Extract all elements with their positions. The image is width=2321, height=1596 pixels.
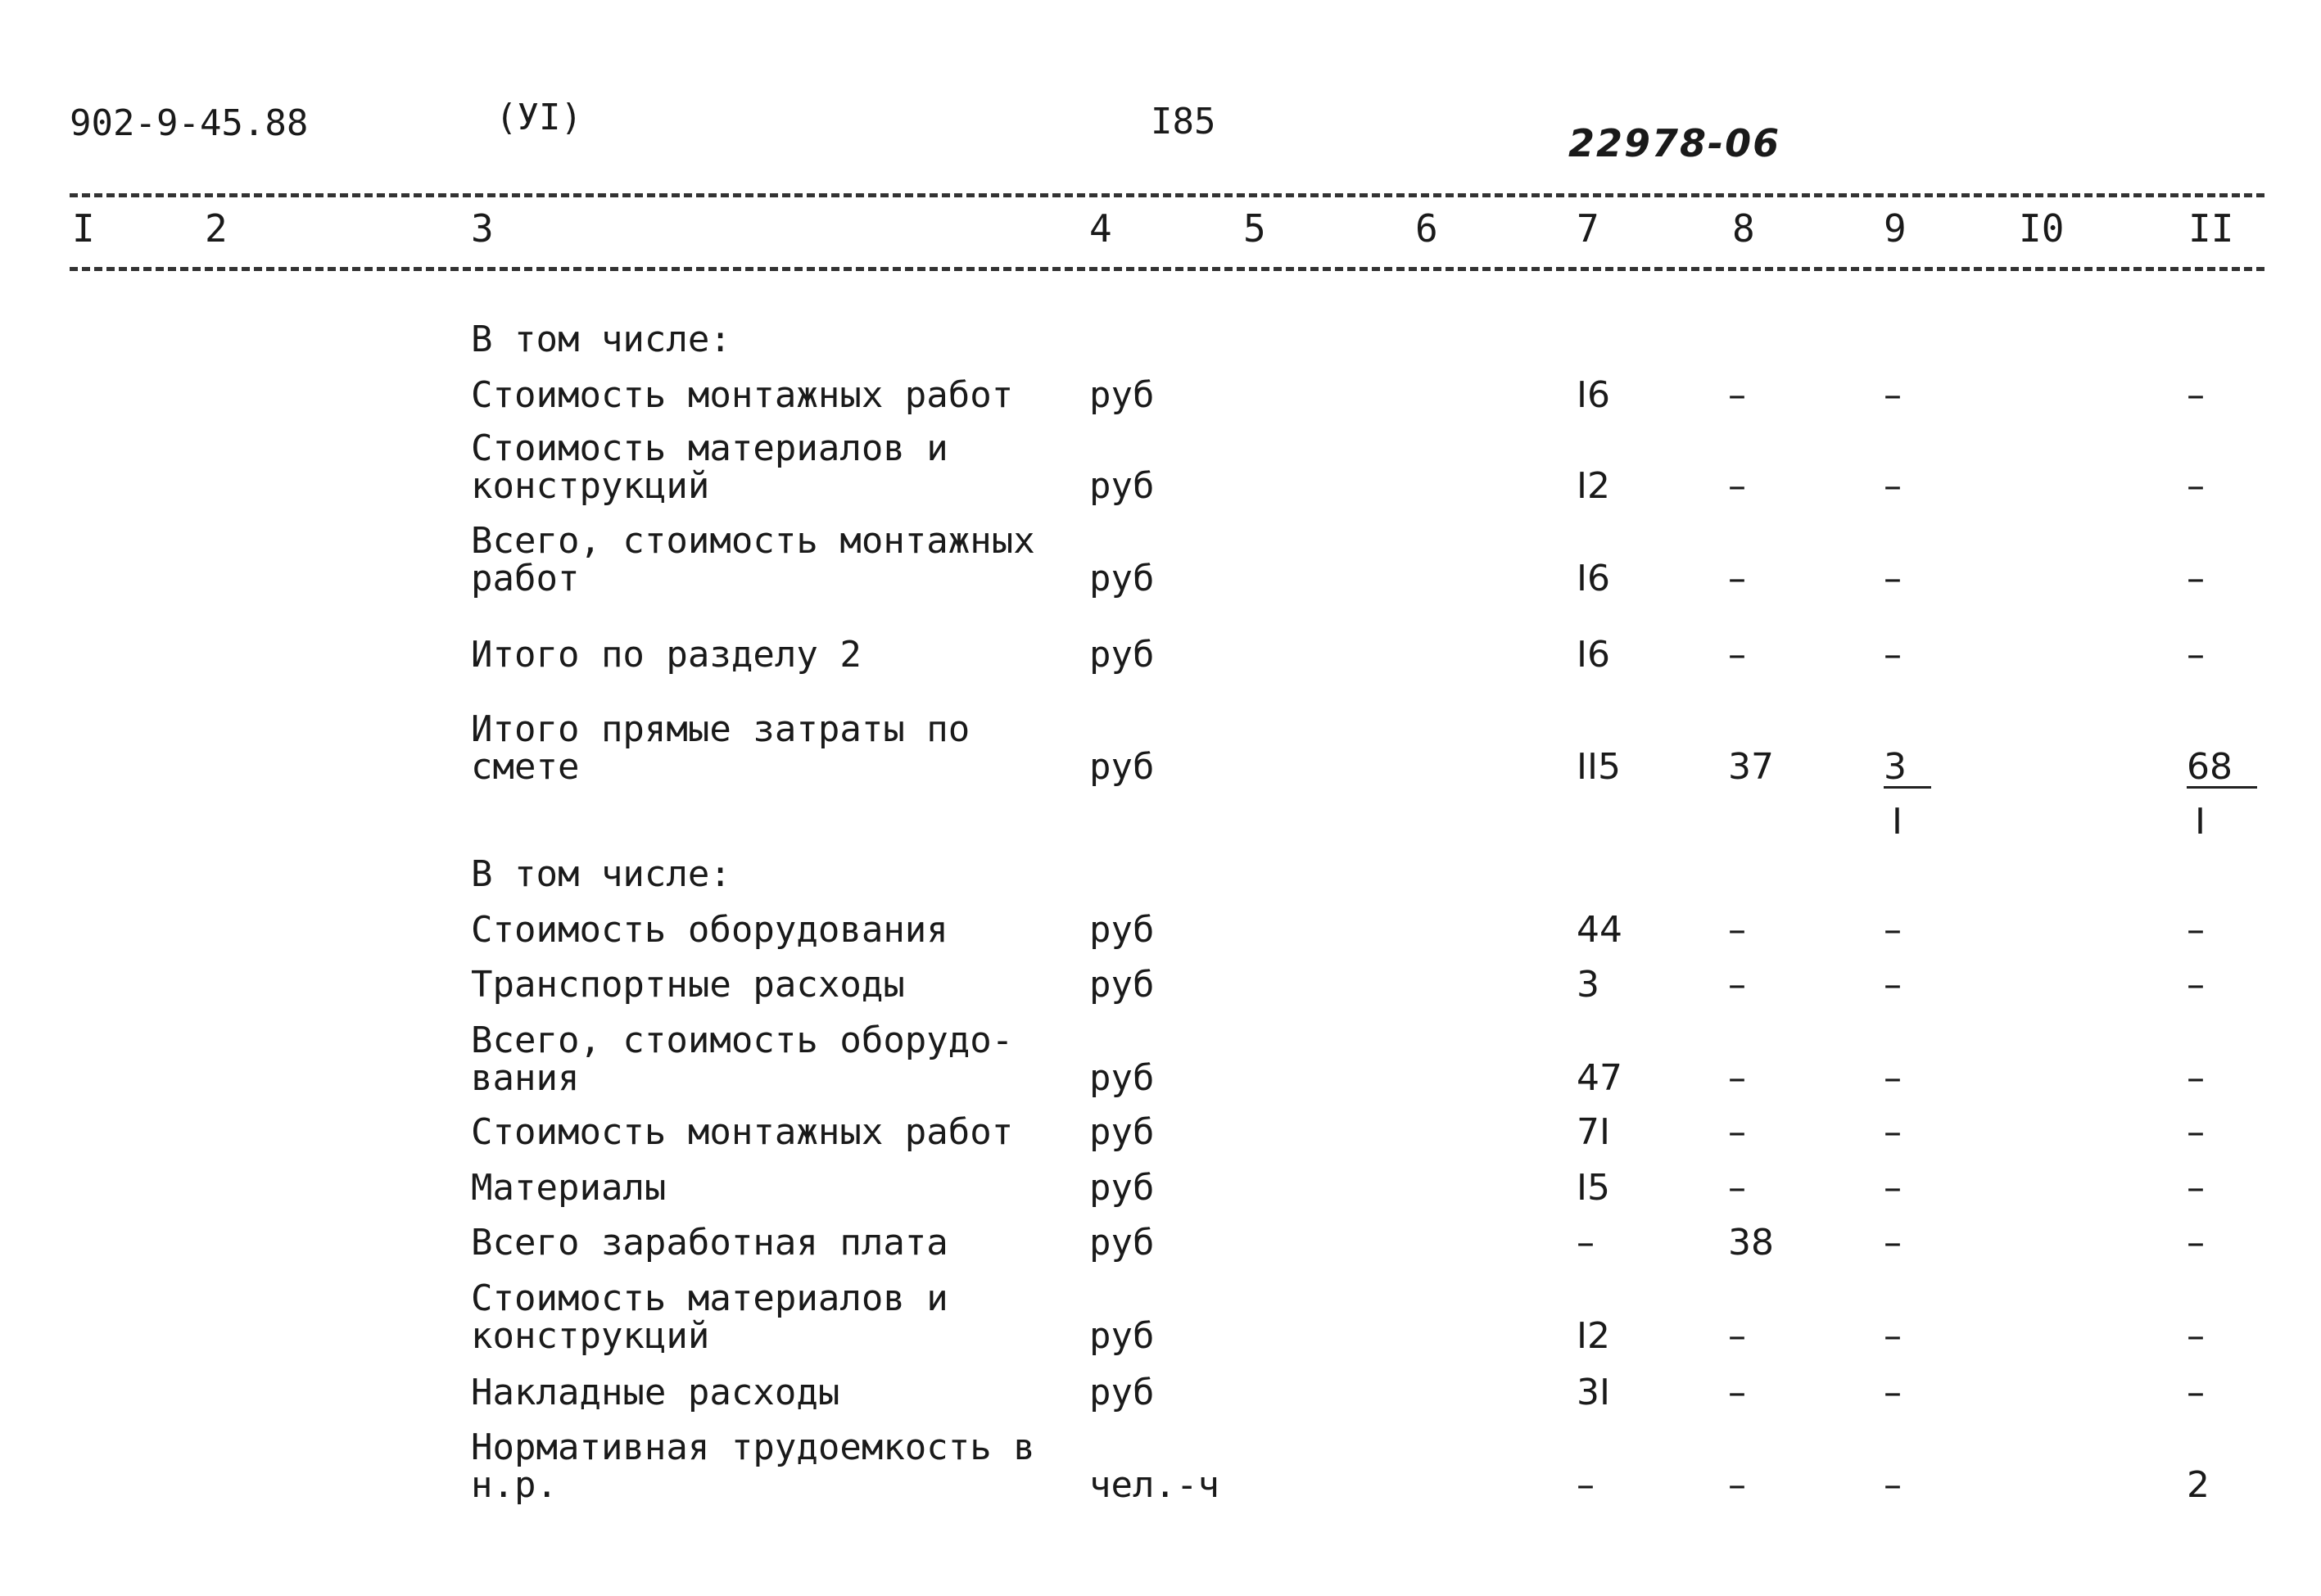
value-col-8: –: [1728, 1464, 1746, 1506]
unit-cell: чел.-ч: [1089, 1464, 1219, 1506]
value-col-7: 3: [1577, 964, 1599, 1006]
column-number: I0: [2019, 206, 2065, 251]
unit-cell: руб: [1089, 1057, 1155, 1099]
row-label: Стоимость оборудования: [471, 909, 948, 951]
value-col-9: 3: [1884, 748, 1931, 789]
value-col-11: –: [2187, 909, 2205, 951]
column-number: 2: [205, 206, 228, 251]
value-col-8: –: [1728, 634, 1746, 676]
value-col-11: –: [2187, 1057, 2205, 1099]
row-label: Итого прямые затраты по смете: [471, 708, 970, 788]
row-label: Накладные расходы: [471, 1372, 840, 1413]
value-col-8: –: [1728, 374, 1746, 416]
unit-cell: руб: [1089, 746, 1155, 788]
value-col-8: –: [1728, 1315, 1746, 1357]
value-col-11: –: [2187, 465, 2205, 507]
value-col-8: 37: [1728, 746, 1774, 788]
unit-cell: руб: [1089, 1167, 1155, 1209]
unit-cell: руб: [1089, 1111, 1155, 1153]
value-col-7: I6: [1577, 634, 1610, 676]
value-col-9: –: [1884, 374, 1902, 416]
value-col-7: I2: [1577, 465, 1610, 507]
row-label: Материалы: [471, 1167, 667, 1209]
row-label: Стоимость монтажных работ: [471, 1111, 1014, 1153]
unit-cell: руб: [1089, 1222, 1155, 1264]
unit-cell: руб: [1089, 465, 1155, 507]
value-col-9: –: [1884, 1167, 1902, 1209]
unit-cell: руб: [1089, 558, 1155, 599]
row-label: В том числе:: [471, 853, 731, 895]
value-col-11: –: [2187, 1167, 2205, 1209]
value-col-7: –: [1577, 1464, 1595, 1506]
row-label: Нормативная трудоемкость в н.р.: [471, 1426, 1035, 1506]
row-label: Стоимость материалов и конструкций: [471, 427, 948, 507]
value-col-8: –: [1728, 558, 1746, 599]
column-number: I: [72, 206, 95, 251]
unit-cell: руб: [1089, 374, 1155, 416]
unit-cell: руб: [1089, 964, 1155, 1006]
section-label: (УI): [495, 97, 582, 138]
value-col-11: –: [2187, 558, 2205, 599]
value-col-9: –: [1884, 465, 1902, 507]
unit-cell: руб: [1089, 634, 1155, 676]
registration-number: 22978-06: [1568, 121, 1781, 165]
value-col-7: I5: [1577, 1167, 1610, 1209]
header-divider-bottom: [70, 267, 2264, 271]
value-col-7: 3I: [1577, 1372, 1610, 1413]
column-number: 3: [471, 206, 494, 251]
value-col-9: –: [1884, 634, 1902, 676]
row-label: Всего, стоимость монтажных работ: [471, 520, 1035, 599]
value-col-9: –: [1884, 909, 1902, 951]
value-col-7: 7I: [1577, 1111, 1610, 1153]
value-col-11: –: [2187, 634, 2205, 676]
value-col-11: –: [2187, 1315, 2205, 1357]
value-col-9: –: [1884, 1111, 1902, 1153]
unit-cell: руб: [1089, 1372, 1155, 1413]
value-col-8: –: [1728, 909, 1746, 951]
page-number: I85: [1151, 101, 1216, 142]
value-col-9: –: [1884, 1372, 1902, 1413]
row-label: В том числе:: [471, 319, 731, 360]
header-divider-top: [70, 193, 2264, 197]
column-number: 9: [1884, 206, 1907, 251]
value-col-8: –: [1728, 1167, 1746, 1209]
value-col-11: –: [2187, 374, 2205, 416]
value-col-7: I6: [1577, 558, 1610, 599]
row-label: Всего заработная плата: [471, 1222, 948, 1264]
column-number: 7: [1577, 206, 1599, 251]
value-col-11: 2: [2187, 1464, 2210, 1506]
row-label: Стоимость материалов и конструкций: [471, 1277, 948, 1357]
row-label: Итого по разделу 2: [471, 634, 862, 676]
value-col-7: II5: [1577, 746, 1621, 788]
value-col-8: –: [1728, 1372, 1746, 1413]
value-col-9: –: [1884, 558, 1902, 599]
value-col-11: –: [2187, 1372, 2205, 1413]
value-col-9: –: [1884, 1315, 1902, 1357]
value-col-8: –: [1728, 1111, 1746, 1153]
value-col-11: –: [2187, 964, 2205, 1006]
value-col-11: –: [2187, 1222, 2205, 1264]
value-col-7: I6: [1577, 374, 1610, 416]
value-col-8: –: [1728, 1057, 1746, 1099]
denominator-col-9: I: [1892, 801, 1902, 843]
document-code: 902-9-45.88: [70, 102, 309, 144]
value-col-8: –: [1728, 964, 1746, 1006]
row-label: Всего, стоимость оборудо-вания: [471, 1020, 1014, 1099]
value-col-8: –: [1728, 465, 1746, 507]
column-number: II: [2188, 206, 2234, 251]
row-label: Транспортные расходы: [471, 964, 905, 1006]
column-number: 6: [1415, 206, 1438, 251]
column-number: 4: [1089, 206, 1112, 251]
value-col-9: –: [1884, 1222, 1902, 1264]
value-col-11: –: [2187, 1111, 2205, 1153]
column-number: 8: [1732, 206, 1755, 251]
unit-cell: руб: [1089, 909, 1155, 951]
value-col-9: –: [1884, 1057, 1902, 1099]
value-col-7: –: [1577, 1222, 1595, 1264]
value-col-9: –: [1884, 964, 1902, 1006]
row-label: Стоимость монтажных работ: [471, 374, 1014, 416]
value-col-7: 47: [1577, 1057, 1622, 1099]
column-number: 5: [1243, 206, 1266, 251]
value-col-9: –: [1884, 1464, 1902, 1506]
value-col-7: 44: [1577, 909, 1622, 951]
unit-cell: руб: [1089, 1315, 1155, 1357]
value-col-7: I2: [1577, 1315, 1610, 1357]
value-col-8: 38: [1728, 1222, 1774, 1264]
value-col-11: 68: [2187, 748, 2257, 789]
denominator-col-11: I: [2195, 801, 2206, 843]
